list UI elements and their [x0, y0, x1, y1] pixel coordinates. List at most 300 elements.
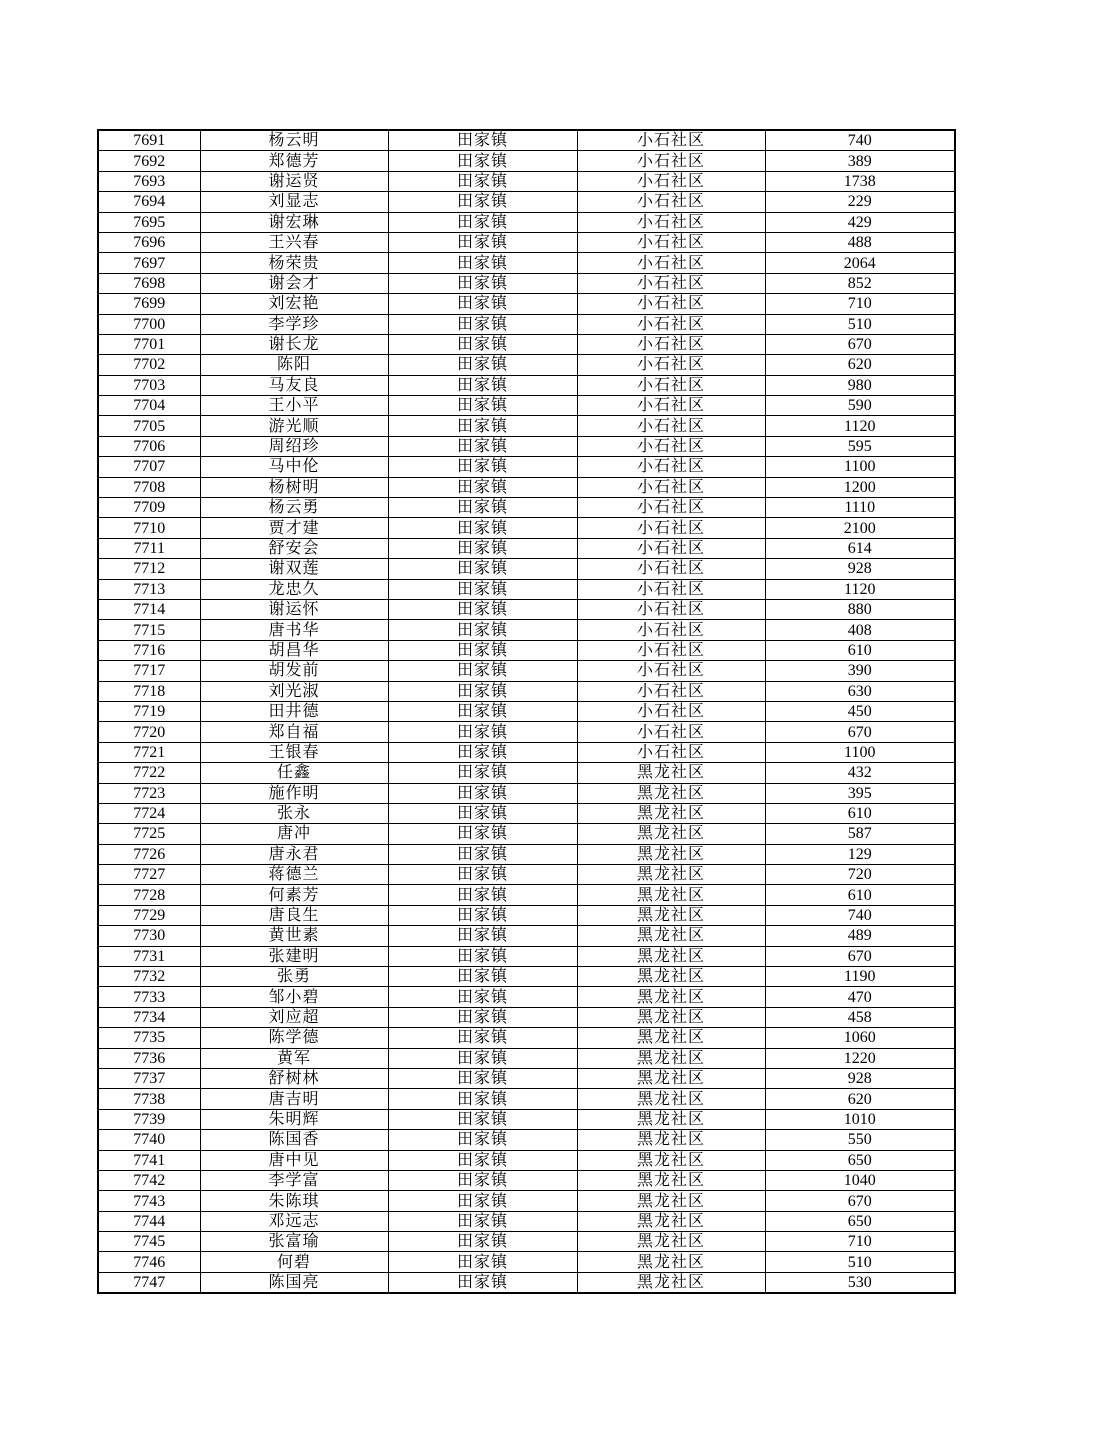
table-row: [98, 987, 955, 1007]
community-cell: 黑龙社区: [577, 967, 765, 987]
community-cell: 黑龙社区: [577, 1272, 765, 1293]
community-cell: 小石社区: [577, 212, 765, 232]
name-cell: 田井德: [200, 701, 388, 721]
name-cell: 马中伦: [200, 457, 388, 477]
amount-cell: 710: [765, 1232, 955, 1252]
name-cell: 谢会才: [200, 273, 388, 293]
town-cell: 田家镇: [388, 518, 577, 538]
row-number-cell: 7739: [98, 1109, 200, 1129]
row-number-cell: 7708: [98, 477, 200, 497]
community-cell: 小石社区: [577, 355, 765, 375]
name-cell: 朱陈琪: [200, 1191, 388, 1211]
community-cell: 黑龙社区: [577, 1007, 765, 1027]
amount-cell: 595: [765, 436, 955, 456]
table-row: [98, 192, 955, 212]
community-cell: 小石社区: [577, 171, 765, 191]
town-cell: 田家镇: [388, 1170, 577, 1190]
name-cell: 舒树林: [200, 1068, 388, 1088]
community-cell: 黑龙社区: [577, 1170, 765, 1190]
row-number-cell: 7696: [98, 232, 200, 252]
amount-cell: 489: [765, 926, 955, 946]
records-table: [97, 129, 956, 1294]
town-cell: 田家镇: [388, 987, 577, 1007]
row-number-cell: 7728: [98, 885, 200, 905]
name-cell: 李学珍: [200, 314, 388, 334]
amount-cell: 2064: [765, 253, 955, 273]
name-cell: 谢运贤: [200, 171, 388, 191]
community-cell: 小石社区: [577, 722, 765, 742]
town-cell: 田家镇: [388, 1007, 577, 1027]
amount-cell: 928: [765, 559, 955, 579]
town-cell: 田家镇: [388, 599, 577, 619]
row-number-cell: 7697: [98, 253, 200, 273]
row-number-cell: 7730: [98, 926, 200, 946]
name-cell: 刘应超: [200, 1007, 388, 1027]
row-number-cell: 7741: [98, 1150, 200, 1170]
table-row: [98, 865, 955, 885]
amount-cell: 670: [765, 946, 955, 966]
row-number-cell: 7736: [98, 1048, 200, 1068]
town-cell: 田家镇: [388, 905, 577, 925]
town-cell: 田家镇: [388, 803, 577, 823]
amount-cell: 1738: [765, 171, 955, 191]
name-cell: 谢运怀: [200, 599, 388, 619]
town-cell: 田家镇: [388, 151, 577, 171]
town-cell: 田家镇: [388, 1130, 577, 1150]
amount-cell: 1100: [765, 457, 955, 477]
table-row: [98, 783, 955, 803]
town-cell: 田家镇: [388, 1109, 577, 1129]
town-cell: 田家镇: [388, 294, 577, 314]
community-cell: 小石社区: [577, 396, 765, 416]
town-cell: 田家镇: [388, 334, 577, 354]
table-row: [98, 538, 955, 558]
community-cell: 黑龙社区: [577, 885, 765, 905]
amount-cell: 450: [765, 701, 955, 721]
table-row: [98, 171, 955, 191]
community-cell: 黑龙社区: [577, 987, 765, 1007]
table-row: [98, 1130, 955, 1150]
name-cell: 唐永君: [200, 844, 388, 864]
row-number-cell: 7725: [98, 824, 200, 844]
town-cell: 田家镇: [388, 232, 577, 252]
table-row: [98, 232, 955, 252]
table-row: [98, 1252, 955, 1272]
town-cell: 田家镇: [388, 579, 577, 599]
table-row: [98, 1007, 955, 1027]
town-cell: 田家镇: [388, 701, 577, 721]
name-cell: 张永: [200, 803, 388, 823]
row-number-cell: 7700: [98, 314, 200, 334]
name-cell: 王小平: [200, 396, 388, 416]
row-number-cell: 7691: [98, 130, 200, 151]
amount-cell: 710: [765, 294, 955, 314]
name-cell: 杨云明: [200, 130, 388, 151]
table-row: [98, 701, 955, 721]
row-number-cell: 7719: [98, 701, 200, 721]
community-cell: 小石社区: [577, 294, 765, 314]
row-number-cell: 7713: [98, 579, 200, 599]
row-number-cell: 7701: [98, 334, 200, 354]
row-number-cell: 7695: [98, 212, 200, 232]
community-cell: 黑龙社区: [577, 1232, 765, 1252]
table-row: [98, 579, 955, 599]
table-row: [98, 1048, 955, 1068]
row-number-cell: 7727: [98, 865, 200, 885]
row-number-cell: 7731: [98, 946, 200, 966]
name-cell: 刘显志: [200, 192, 388, 212]
table-row: [98, 314, 955, 334]
table-row: [98, 1150, 955, 1170]
town-cell: 田家镇: [388, 865, 577, 885]
name-cell: 朱明辉: [200, 1109, 388, 1129]
community-cell: 黑龙社区: [577, 1130, 765, 1150]
row-number-cell: 7711: [98, 538, 200, 558]
table-row: [98, 130, 955, 151]
amount-cell: 852: [765, 273, 955, 293]
table-row: [98, 1211, 955, 1231]
community-cell: 小石社区: [577, 599, 765, 619]
community-cell: 小石社区: [577, 457, 765, 477]
amount-cell: 432: [765, 763, 955, 783]
table-row: [98, 1089, 955, 1109]
name-cell: 谢宏琳: [200, 212, 388, 232]
community-cell: 小石社区: [577, 273, 765, 293]
amount-cell: 620: [765, 355, 955, 375]
amount-cell: 395: [765, 783, 955, 803]
community-cell: 小石社区: [577, 640, 765, 660]
row-number-cell: 7747: [98, 1272, 200, 1293]
row-number-cell: 7732: [98, 967, 200, 987]
community-cell: 黑龙社区: [577, 1191, 765, 1211]
community-cell: 小石社区: [577, 538, 765, 558]
amount-cell: 458: [765, 1007, 955, 1027]
town-cell: 田家镇: [388, 498, 577, 518]
community-cell: 小石社区: [577, 375, 765, 395]
table-row: [98, 457, 955, 477]
table-row: [98, 885, 955, 905]
town-cell: 田家镇: [388, 1089, 577, 1109]
name-cell: 任鑫: [200, 763, 388, 783]
table-row: [98, 294, 955, 314]
table-row: [98, 436, 955, 456]
town-cell: 田家镇: [388, 314, 577, 334]
table-row: [98, 334, 955, 354]
name-cell: 杨荣贵: [200, 253, 388, 273]
community-cell: 小石社区: [577, 559, 765, 579]
table-row: [98, 844, 955, 864]
amount-cell: 880: [765, 599, 955, 619]
amount-cell: 610: [765, 803, 955, 823]
town-cell: 田家镇: [388, 967, 577, 987]
table-row: [98, 905, 955, 925]
community-cell: 小石社区: [577, 232, 765, 252]
name-cell: 王兴春: [200, 232, 388, 252]
name-cell: 杨云勇: [200, 498, 388, 518]
amount-cell: 610: [765, 885, 955, 905]
name-cell: 唐冲: [200, 824, 388, 844]
name-cell: 张勇: [200, 967, 388, 987]
community-cell: 小石社区: [577, 477, 765, 497]
town-cell: 田家镇: [388, 477, 577, 497]
table-row: [98, 620, 955, 640]
town-cell: 田家镇: [388, 1191, 577, 1211]
community-cell: 小石社区: [577, 192, 765, 212]
amount-cell: 614: [765, 538, 955, 558]
row-number-cell: 7746: [98, 1252, 200, 1272]
table-row: [98, 212, 955, 232]
community-cell: 小石社区: [577, 253, 765, 273]
table-row: [98, 763, 955, 783]
amount-cell: 229: [765, 192, 955, 212]
town-cell: 田家镇: [388, 375, 577, 395]
name-cell: 蒋德兰: [200, 865, 388, 885]
community-cell: 黑龙社区: [577, 1048, 765, 1068]
community-cell: 黑龙社区: [577, 1150, 765, 1170]
community-cell: 小石社区: [577, 130, 765, 151]
name-cell: 黄世素: [200, 926, 388, 946]
amount-cell: 1040: [765, 1170, 955, 1190]
row-number-cell: 7721: [98, 742, 200, 762]
amount-cell: 620: [765, 1089, 955, 1109]
amount-cell: 488: [765, 232, 955, 252]
community-cell: 小石社区: [577, 518, 765, 538]
table-row: [98, 1191, 955, 1211]
community-cell: 黑龙社区: [577, 905, 765, 925]
records-table-body: [98, 130, 955, 1293]
row-number-cell: 7735: [98, 1028, 200, 1048]
table-row: [98, 803, 955, 823]
community-cell: 黑龙社区: [577, 824, 765, 844]
table-row: [98, 1109, 955, 1129]
community-cell: 黑龙社区: [577, 783, 765, 803]
name-cell: 何素芳: [200, 885, 388, 905]
town-cell: 田家镇: [388, 640, 577, 660]
row-number-cell: 7723: [98, 783, 200, 803]
town-cell: 田家镇: [388, 457, 577, 477]
table-row: [98, 926, 955, 946]
community-cell: 小石社区: [577, 314, 765, 334]
name-cell: 唐良生: [200, 905, 388, 925]
town-cell: 田家镇: [388, 844, 577, 864]
table-row: [98, 396, 955, 416]
table-row: [98, 273, 955, 293]
amount-cell: 1010: [765, 1109, 955, 1129]
amount-cell: 610: [765, 640, 955, 660]
row-number-cell: 7707: [98, 457, 200, 477]
table-row: [98, 742, 955, 762]
row-number-cell: 7733: [98, 987, 200, 1007]
row-number-cell: 7712: [98, 559, 200, 579]
town-cell: 田家镇: [388, 1028, 577, 1048]
name-cell: 刘宏艳: [200, 294, 388, 314]
row-number-cell: 7743: [98, 1191, 200, 1211]
town-cell: 田家镇: [388, 130, 577, 151]
table-row: [98, 722, 955, 742]
community-cell: 小石社区: [577, 416, 765, 436]
community-cell: 小石社区: [577, 701, 765, 721]
row-number-cell: 7706: [98, 436, 200, 456]
table-row: [98, 559, 955, 579]
town-cell: 田家镇: [388, 192, 577, 212]
town-cell: 田家镇: [388, 885, 577, 905]
table-row: [98, 151, 955, 171]
table-row: [98, 355, 955, 375]
name-cell: 何碧: [200, 1252, 388, 1272]
row-number-cell: 7705: [98, 416, 200, 436]
table-row: [98, 681, 955, 701]
name-cell: 张建明: [200, 946, 388, 966]
community-cell: 黑龙社区: [577, 1089, 765, 1109]
row-number-cell: 7744: [98, 1211, 200, 1231]
name-cell: 张富瑜: [200, 1232, 388, 1252]
name-cell: 舒安会: [200, 538, 388, 558]
amount-cell: 470: [765, 987, 955, 1007]
row-number-cell: 7740: [98, 1130, 200, 1150]
amount-cell: 1200: [765, 477, 955, 497]
town-cell: 田家镇: [388, 1252, 577, 1272]
name-cell: 周绍珍: [200, 436, 388, 456]
row-number-cell: 7694: [98, 192, 200, 212]
town-cell: 田家镇: [388, 722, 577, 742]
table-row: [98, 477, 955, 497]
row-number-cell: 7692: [98, 151, 200, 171]
name-cell: 唐书华: [200, 620, 388, 640]
amount-cell: 389: [765, 151, 955, 171]
table-row: [98, 1272, 955, 1293]
community-cell: 小石社区: [577, 151, 765, 171]
amount-cell: 1120: [765, 579, 955, 599]
name-cell: 黄军: [200, 1048, 388, 1068]
row-number-cell: 7704: [98, 396, 200, 416]
amount-cell: 2100: [765, 518, 955, 538]
row-number-cell: 7698: [98, 273, 200, 293]
table-row: [98, 1232, 955, 1252]
table-row: [98, 967, 955, 987]
name-cell: 龙忠久: [200, 579, 388, 599]
row-number-cell: 7702: [98, 355, 200, 375]
community-cell: 小石社区: [577, 579, 765, 599]
amount-cell: 650: [765, 1211, 955, 1231]
town-cell: 田家镇: [388, 396, 577, 416]
row-number-cell: 7709: [98, 498, 200, 518]
row-number-cell: 7745: [98, 1232, 200, 1252]
row-number-cell: 7729: [98, 905, 200, 925]
row-number-cell: 7693: [98, 171, 200, 191]
name-cell: 陈阳: [200, 355, 388, 375]
table-row: [98, 498, 955, 518]
row-number-cell: 7720: [98, 722, 200, 742]
table-row: [98, 1028, 955, 1048]
community-cell: 黑龙社区: [577, 946, 765, 966]
name-cell: 胡发前: [200, 661, 388, 681]
amount-cell: 590: [765, 396, 955, 416]
amount-cell: 1110: [765, 498, 955, 518]
amount-cell: 740: [765, 905, 955, 925]
community-cell: 黑龙社区: [577, 803, 765, 823]
row-number-cell: 7716: [98, 640, 200, 660]
table-row: [98, 1170, 955, 1190]
row-number-cell: 7699: [98, 294, 200, 314]
amount-cell: 510: [765, 1252, 955, 1272]
amount-cell: 1120: [765, 416, 955, 436]
name-cell: 陈学德: [200, 1028, 388, 1048]
amount-cell: 928: [765, 1068, 955, 1088]
name-cell: 胡昌华: [200, 640, 388, 660]
town-cell: 田家镇: [388, 212, 577, 232]
name-cell: 贾才建: [200, 518, 388, 538]
name-cell: 杨树明: [200, 477, 388, 497]
amount-cell: 1220: [765, 1048, 955, 1068]
community-cell: 黑龙社区: [577, 763, 765, 783]
amount-cell: 630: [765, 681, 955, 701]
town-cell: 田家镇: [388, 436, 577, 456]
town-cell: 田家镇: [388, 661, 577, 681]
name-cell: 邓远志: [200, 1211, 388, 1231]
row-number-cell: 7710: [98, 518, 200, 538]
name-cell: 邹小碧: [200, 987, 388, 1007]
town-cell: 田家镇: [388, 1211, 577, 1231]
amount-cell: 980: [765, 375, 955, 395]
name-cell: 施作明: [200, 783, 388, 803]
amount-cell: 670: [765, 722, 955, 742]
amount-cell: 650: [765, 1150, 955, 1170]
name-cell: 王银春: [200, 742, 388, 762]
town-cell: 田家镇: [388, 1150, 577, 1170]
table-row: [98, 253, 955, 273]
amount-cell: 408: [765, 620, 955, 640]
name-cell: 陈国香: [200, 1130, 388, 1150]
row-number-cell: 7724: [98, 803, 200, 823]
row-number-cell: 7734: [98, 1007, 200, 1027]
community-cell: 小石社区: [577, 436, 765, 456]
row-number-cell: 7737: [98, 1068, 200, 1088]
amount-cell: 720: [765, 865, 955, 885]
town-cell: 田家镇: [388, 171, 577, 191]
community-cell: 黑龙社区: [577, 926, 765, 946]
town-cell: 田家镇: [388, 1048, 577, 1068]
amount-cell: 1100: [765, 742, 955, 762]
amount-cell: 670: [765, 334, 955, 354]
town-cell: 田家镇: [388, 1272, 577, 1293]
town-cell: 田家镇: [388, 620, 577, 640]
amount-cell: 670: [765, 1191, 955, 1211]
community-cell: 小石社区: [577, 334, 765, 354]
table-row: [98, 518, 955, 538]
table-row: [98, 824, 955, 844]
community-cell: 黑龙社区: [577, 1068, 765, 1088]
name-cell: 陈国亮: [200, 1272, 388, 1293]
town-cell: 田家镇: [388, 273, 577, 293]
town-cell: 田家镇: [388, 559, 577, 579]
name-cell: 郑德芳: [200, 151, 388, 171]
name-cell: 谢双莲: [200, 559, 388, 579]
table-row: [98, 416, 955, 436]
community-cell: 小石社区: [577, 661, 765, 681]
name-cell: 唐中见: [200, 1150, 388, 1170]
town-cell: 田家镇: [388, 926, 577, 946]
name-cell: 游光顺: [200, 416, 388, 436]
amount-cell: 530: [765, 1272, 955, 1293]
amount-cell: 1190: [765, 967, 955, 987]
town-cell: 田家镇: [388, 416, 577, 436]
name-cell: 郑自福: [200, 722, 388, 742]
amount-cell: 587: [765, 824, 955, 844]
name-cell: 谢长龙: [200, 334, 388, 354]
table-row: [98, 640, 955, 660]
community-cell: 小石社区: [577, 742, 765, 762]
amount-cell: 550: [765, 1130, 955, 1150]
